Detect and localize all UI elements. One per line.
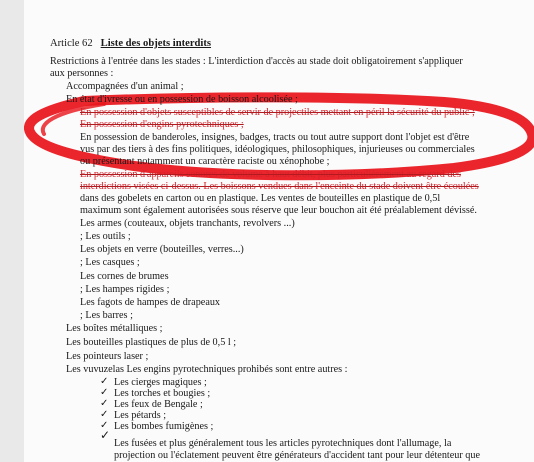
pyro-item: Les cierges magiques ;: [114, 377, 207, 388]
pyro-item: Les torches et bougies ;: [114, 388, 211, 399]
list-item-highlighted: En possession d'objets susceptibles de servir de projectiles mettant en péril la sécurité du public ;: [80, 107, 475, 118]
list-item: ou présentant notamment un caractère raciste ou xénophobe ;: [80, 156, 330, 167]
check-mark-icon: ✓: [100, 387, 109, 398]
check-mark-icon: ✓: [100, 428, 111, 442]
list-item-highlighted: interdictions visées ci-dessus. Les boissons vendues dans l'enceinte du stade doivent être écoulées: [80, 181, 479, 192]
list-item: Les cornes de brumes: [80, 271, 169, 282]
list-item: En possession de banderoles, insignes, badges, tracts ou tout autre support dont l'objet est d'être: [80, 132, 470, 143]
list-item: ; Les barres ;: [80, 310, 133, 321]
pyro-paragraph-line: Les fusées et plus généralement tous les articles pyrotechniques dont l'allumage, la: [114, 438, 452, 449]
list-item: Les objets en verre (bouteilles, verres...): [80, 244, 244, 255]
list-item: dans des gobelets en carton ou en plastique. Les ventes de bouteilles en plastique de 0,5l: [80, 193, 441, 204]
check-mark-icon: ✓: [100, 420, 109, 431]
list-item: Les bouteilles plastiques de plus de 0,5 l ;: [66, 337, 237, 348]
intro-line: Restrictions à l'entrée dans les stades : L'interdiction d'accès au stade doit obligatoirement s'appliquer: [50, 56, 463, 67]
list-item: ; Les outils ;: [80, 231, 131, 242]
list-item: ; Les hampes rigides ;: [80, 284, 170, 295]
check-mark-icon: ✓: [100, 376, 109, 387]
list-item: Accompagnées d'un animal ;: [66, 81, 184, 92]
pyro-item: Les bombes fumigènes ;: [114, 421, 214, 432]
list-item: Les armes (couteaux, objets tranchants, revolvers ...): [80, 218, 295, 229]
list-item: Les pointeurs laser ;: [66, 351, 149, 362]
list-item: En état d'ivresse ou en possession de boisson alcoolisée ;: [66, 94, 298, 105]
article-heading: [50, 38, 211, 50]
article-title: Liste des objets interdits: [100, 38, 212, 49]
list-item: ; Les casques ;: [80, 257, 140, 268]
list-item: Les fagots de hampes de drapeaux: [80, 297, 221, 308]
check-mark-icon: ✓: [100, 409, 109, 420]
intro-line: aux personnes :: [50, 68, 114, 79]
article-label: Article 62: [50, 38, 93, 49]
list-item: Les boîtes métalliques ;: [66, 323, 163, 334]
pyro-item: Les feux de Bengale ;: [114, 399, 203, 410]
list-item: maximum sont également autorisées sous réserve que leur bouchon ait été préalablement dévissé.: [80, 205, 477, 216]
list-item-highlighted: En possession d'appareils sonores de volume à haut débit, plus particulièrement au regard des: [80, 169, 461, 180]
document-page: [24, 0, 534, 462]
pyro-item: Les pétards ;: [114, 410, 167, 421]
list-item: Les vuvuzelas Les engins pyrotechniques prohibés sont entre autres :: [66, 364, 348, 375]
list-item-highlighted: En possession d'engins pyrotechniques ;: [80, 119, 244, 130]
list-item: vus par des tiers à des fins politiques, idéologiques, philosophiques, injurieuses ou commerciales: [80, 144, 475, 155]
check-mark-icon: ✓: [100, 398, 109, 409]
pyro-paragraph-line: projection ou l'éclatement peuvent être générateurs d'accident tant pour leur détenteur que: [114, 450, 481, 461]
